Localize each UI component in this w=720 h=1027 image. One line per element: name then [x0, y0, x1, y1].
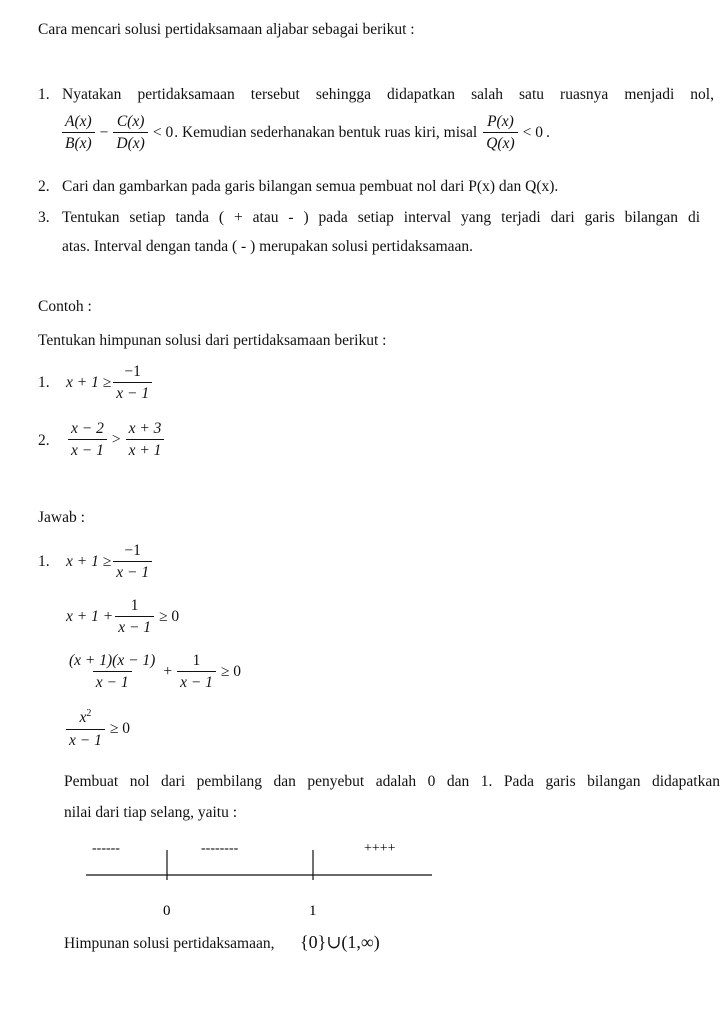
- step-1-middle-text: . Kemudian sederhanakan bentuk ruas kiri, misal: [174, 123, 478, 141]
- tick-label-one: 1: [309, 903, 317, 919]
- answer-step-1: x + 1 ≥ $\frac{-1}{x - 1}$: [66, 541, 154, 583]
- answer-step-2: x + 1 + $\frac{1}{x - 1}$ ≥ 0: [66, 597, 180, 637]
- number-line: [0, 830, 720, 930]
- problem-2-number: 2.: [38, 432, 50, 449]
- step-2-text: Cari dan gambarkan pada garis bilangan semua pembuat nol dari P(x) dan Q(x).: [62, 178, 559, 195]
- sign-interval-1: ------: [92, 841, 120, 856]
- fraction-p-over-q: $\frac{P(x)}{Q(x)}$: [483, 112, 517, 154]
- step-3-number: 3.: [38, 209, 50, 226]
- step-1-line-1: Nyatakan pertidaksamaan tersebut sehingga didapatkan salah satu ruasnya menjadi nol,: [62, 86, 714, 103]
- intro-text: Cara mencari solusi pertidaksamaan aljabar sebagai berikut :: [38, 21, 415, 38]
- answer-step-4: $\frac{x^2}{x - 1}$ ≥ 0: [64, 708, 133, 750]
- explanation-line-1: Pembuat nol dari pembilang dan penyebut adalah 0 dan 1. Pada garis bilangan didapatkan: [64, 773, 720, 790]
- sign-interval-2: --------: [201, 841, 239, 856]
- answer-step-3: $\frac{(x + 1)(x - 1)}{x - 1}$ + $\frac{1}{x - 1}$ ≥ 0: [69, 652, 242, 692]
- fraction-minus-one-over-x-minus-one: $\frac{-1}{x - 1}$: [113, 362, 152, 404]
- contoh-heading: Contoh :: [38, 298, 92, 315]
- problem-1-inequality: x + 1 ≥ $\frac{-1}{x - 1}$: [66, 362, 154, 404]
- problem-1-number: 1.: [38, 374, 50, 391]
- step-3-line-1: Tentukan setiap tanda ( + atau - ) pada setiap interval yang terjadi dari garis bilangan di: [62, 209, 700, 226]
- solution-label: Himpunan solusi pertidaksamaan,: [64, 935, 275, 952]
- jawab-heading: Jawab :: [38, 509, 85, 526]
- contoh-instruction: Tentukan himpunan solusi dari pertidaksamaan berikut :: [38, 332, 387, 349]
- tick-label-zero: 0: [163, 903, 171, 919]
- solution-set: {0}∪(1,∞): [300, 932, 380, 952]
- fraction-a-over-b: $\frac{A(x)}{B(x)}$: [62, 112, 95, 154]
- step-1-number: 1.: [38, 86, 50, 103]
- fraction-c-over-d: $\frac{C(x)}{D(x)}$: [113, 112, 147, 154]
- problem-2-inequality: $\frac{x - 2}{x - 1}$ > $\frac{x + 3}{x + 1}$: [66, 419, 166, 461]
- step-2-number: 2.: [38, 178, 50, 195]
- step-1-formula: $\frac{A(x)}{B(x)}$ − $\frac{C(x)}{D(x)}$ < 0 . Kemudian sederhanakan bentuk ruas kiri, misal $\frac{P(x)}{Q(x)}$ < 0 .: [60, 112, 550, 154]
- explanation-line-2: nilai dari tiap selang, yaitu :: [64, 804, 238, 821]
- step-3-line-2: atas. Interval dengan tanda ( - ) merupakan solusi pertidaksamaan.: [62, 238, 474, 255]
- answer-1-number: 1.: [38, 553, 50, 570]
- sign-interval-3: ++++: [364, 841, 396, 856]
